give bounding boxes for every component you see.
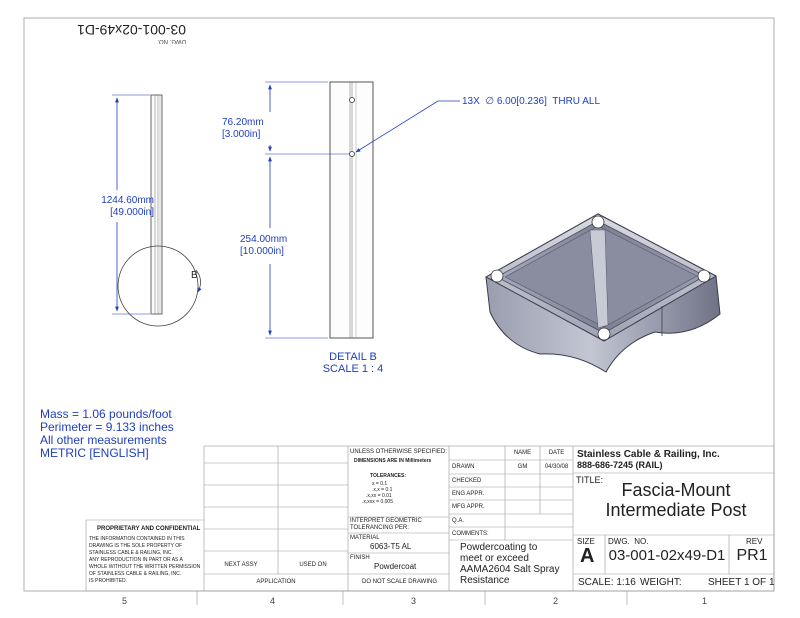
spacing-dim-in: [10.000in] — [240, 246, 284, 257]
isometric-post-view — [486, 214, 720, 372]
size-label: SIZE — [577, 537, 595, 546]
name-header: NAME — [513, 450, 532, 456]
no-scale-label: DO NOT SCALE DRAWING — [361, 579, 437, 585]
proprietary-title: PROPRIETARY AND CONFIDENTIAL — [97, 526, 201, 532]
used-on-label: USED ON — [299, 562, 327, 568]
material-label: MATERIAL — [350, 535, 380, 541]
application-label: APPLICATION — [256, 579, 296, 585]
zone-label: 2 — [553, 596, 559, 606]
detail-scale: SCALE 1 : 4 — [322, 363, 384, 375]
overall-dim-mm: 1244.60mm — [101, 195, 154, 206]
weight-label: WEIGHT: — [640, 577, 682, 588]
rev-label: REV — [746, 537, 763, 546]
tolerances-title: TOLERANCES: — [370, 473, 407, 479]
comment-line: meet or exceed — [460, 553, 529, 564]
drawing-title-line2: Intermediate Post — [605, 500, 747, 520]
dwg-no-label: DWG. NO. — [608, 537, 649, 546]
tolerance: .x,xxx = 0.005 — [362, 499, 393, 505]
zone-label: 4 — [270, 596, 276, 606]
drawn-label: DRAWN — [452, 464, 475, 470]
measurements-note: All other measurements — [40, 433, 167, 447]
detail-marker: B — [191, 270, 198, 281]
proprietary-line: IS PROHIBITED. — [89, 578, 128, 584]
comment-line: Powdercoating to — [460, 542, 538, 553]
tolerance: .x,xx = 0.01 — [366, 493, 392, 499]
unless-specified: UNLESS OTHERWISE SPECIFIED: — [350, 449, 447, 455]
units-note: METRIC [ENGLISH] — [40, 446, 149, 460]
checked-label: CHECKED — [452, 478, 482, 484]
proprietary-line: THE INFORMATION CONTAINED IN THIS — [89, 536, 185, 542]
top-hole-dim-mm: 76.20mm — [222, 117, 264, 128]
mass-note: Mass = 1.06 pounds/foot — [40, 407, 172, 421]
top-dwg-number: 03-001-02x49-D1 — [77, 22, 186, 38]
proprietary-line: STAINLESS CABLE & RAILING, INC. — [89, 550, 173, 556]
zone-label: 3 — [411, 596, 417, 606]
date-header: DATE — [548, 450, 565, 456]
title-label: TITLE: — [576, 475, 604, 485]
detail-title: DETAIL B — [329, 351, 377, 363]
top-hole-dim-in: [3.000in] — [222, 129, 261, 140]
hole-callout: 13X ∅ 6.00[0.236] THRU ALL — [462, 96, 601, 107]
detail-b-view — [330, 82, 373, 338]
dims-units: DIMENSIONS ARE IN Millimeters — [354, 458, 432, 464]
comment-line: AAMA2604 Salt Spray — [460, 564, 560, 575]
proprietary-line: ANY REPRODUCTION IN PART OR AS A — [89, 557, 183, 563]
material-value: 6063-T5 AL — [370, 542, 412, 551]
top-dwg-label: DWG. NO. — [157, 38, 186, 44]
overall-dim-in: [49.000in] — [110, 207, 154, 218]
zone-label: 1 — [702, 596, 708, 606]
proprietary-line: OF STAINLESS CABLE & RAILING, INC. — [89, 571, 182, 577]
zone-label: 5 — [122, 596, 128, 606]
rev-value: PR1 — [736, 547, 768, 564]
tolerancing-label: TOLERANCING PER: — [350, 525, 409, 531]
proprietary-line: WHOLE WITHOUT THE WRITTEN PERMISSION — [89, 564, 201, 570]
drawing-title-line1: Fascia-Mount — [621, 480, 731, 500]
company-name: Stainless Cable & Railing, Inc. — [577, 449, 720, 460]
mfg-approval-label: MFG APPR. — [452, 504, 485, 510]
eng-approval-label: ENG APPR. — [452, 491, 485, 497]
comments-label: COMMENTS: — [452, 531, 489, 537]
drawn-name: GM — [517, 464, 528, 470]
qa-label: Q.A. — [452, 518, 465, 524]
dwg-no-value: 03-001-02x49-D1 — [608, 547, 726, 564]
interpret-label: INTERPRET GEOMETRIC — [350, 518, 422, 524]
tolerance: .x,x = 0.1 — [372, 487, 393, 493]
comment-line: Resistance — [460, 575, 510, 586]
size-value: A — [580, 545, 595, 567]
spacing-dim-mm: 254.00mm — [240, 234, 288, 245]
tolerance: x = 0.1 — [372, 481, 388, 487]
proprietary-line: DRAWING IS THE SOLE PROPERTY OF — [89, 543, 183, 549]
sheet-number: SHEET 1 OF 1 — [708, 577, 775, 588]
drawn-date: 04/30/08 — [544, 464, 569, 470]
finish-value: Powdercoat — [374, 562, 417, 571]
perimeter-note: Perimeter = 9.133 inches — [40, 420, 174, 434]
next-assy-label: NEXT ASSY — [224, 562, 258, 568]
company-phone: 888-686-7245 (RAIL) — [577, 460, 663, 470]
scale-value: SCALE: 1:16 — [578, 577, 636, 588]
finish-label: FINISH — [350, 555, 370, 561]
